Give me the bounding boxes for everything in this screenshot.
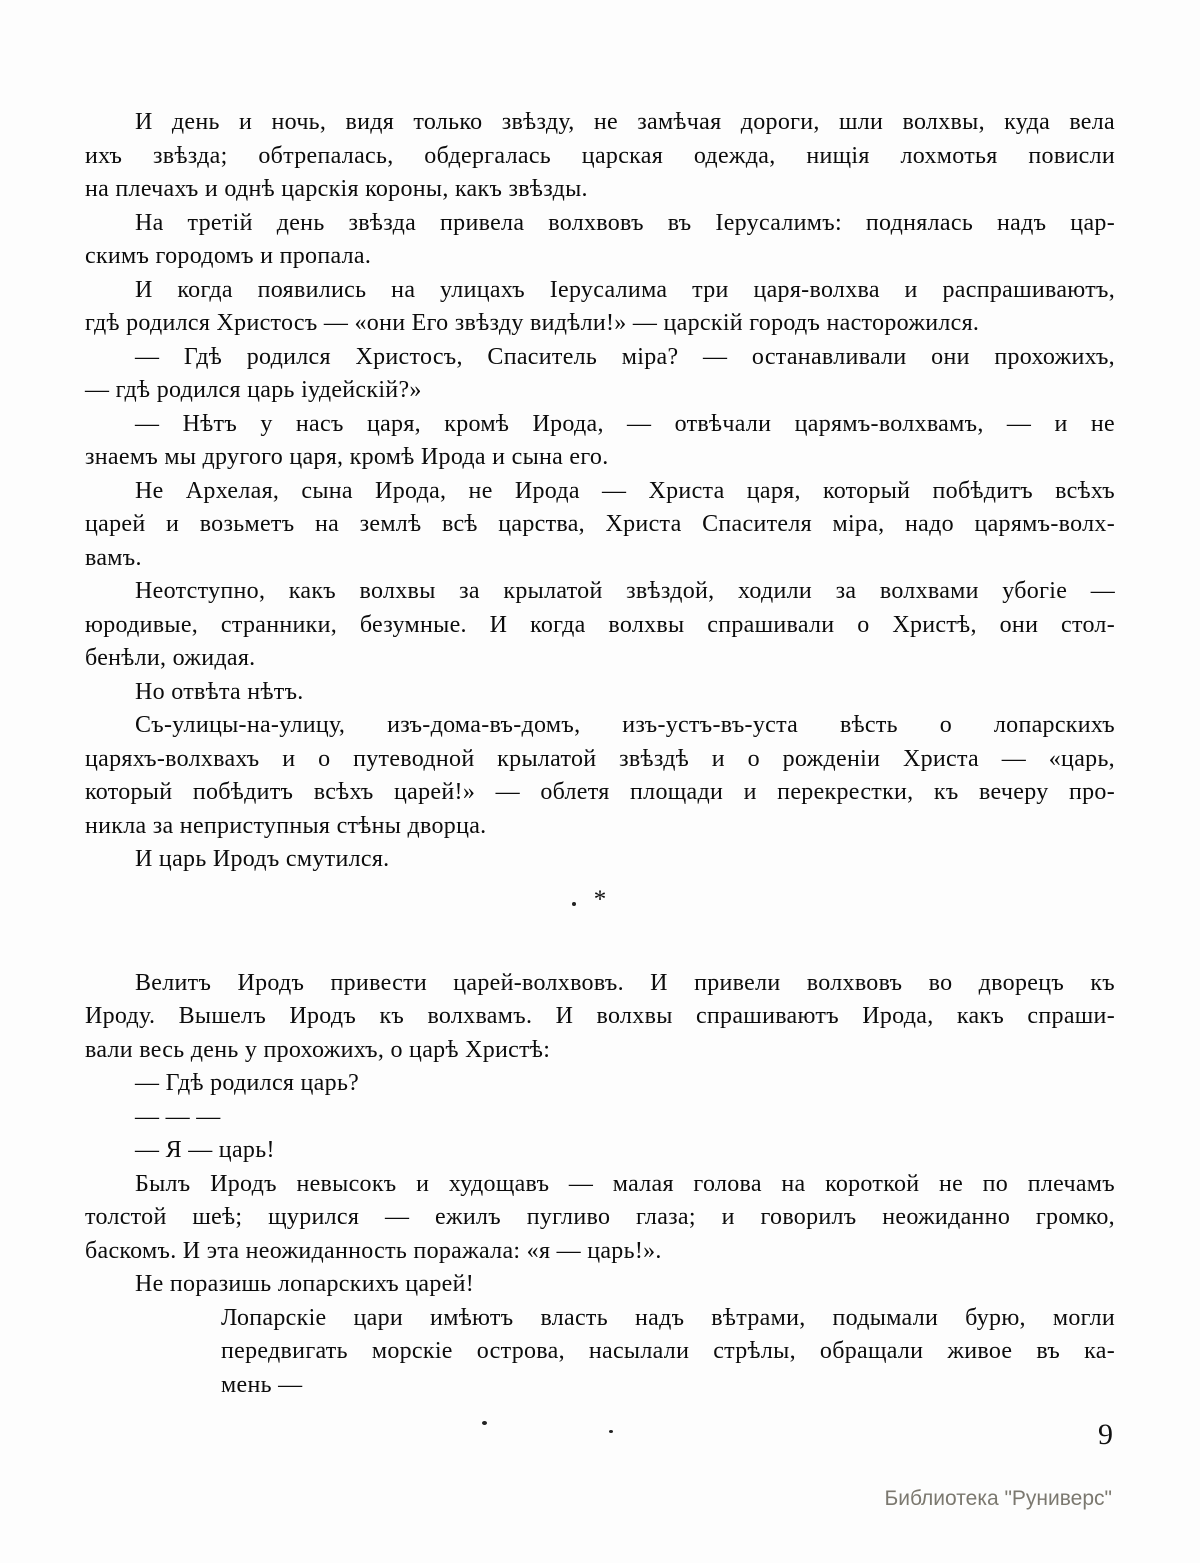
text-line: — — — bbox=[135, 1103, 221, 1130]
paragraph bbox=[85, 408, 1115, 475]
text-block bbox=[85, 106, 1115, 1402]
text-line: Велитъ Иродъ привести царей-волхвовъ. И привели волхвовъ во дворецъ къ bbox=[135, 969, 1115, 996]
text-line: никла за неприступныя стѣны дворца. bbox=[85, 812, 487, 839]
paragraph bbox=[85, 676, 1115, 710]
scan-speck bbox=[482, 1421, 487, 1425]
text-line: На третій день звѣзда привела волхвовъ въ Іерусалимъ: поднялась надъ цар- bbox=[135, 209, 1115, 236]
paragraph bbox=[85, 106, 1115, 207]
quote-paragraph bbox=[221, 1302, 1115, 1403]
text-line: который побѣдитъ всѣхъ царей!» — облетя площади и перекрестки, къ вечеру про- bbox=[85, 779, 1115, 805]
text-line: на плечахъ и однѣ царскія короны, какъ звѣзды. bbox=[85, 176, 588, 202]
text-line: Не поразишь лопарскихъ царей! bbox=[135, 1271, 475, 1297]
text-line: Ироду. Вышелъ Иродъ къ волхвамъ. И волхвы спрашиваютъ Ирода, какъ спраши- bbox=[85, 1003, 1115, 1029]
text-line: вамъ. bbox=[85, 544, 142, 571]
text-line: — Гдѣ родился Христосъ, Спаситель міра? — останавливали они прохожихъ, bbox=[135, 343, 1115, 370]
section-divider bbox=[85, 877, 1115, 967]
paragraph bbox=[85, 1268, 1115, 1302]
divider-asterisk: * bbox=[593, 885, 607, 913]
text-line: юродивые, странники, безумные. И когда волхвы спрашивали о Христѣ, они стол- bbox=[85, 611, 1115, 638]
text-line: И царь Иродъ смутился. bbox=[135, 846, 390, 872]
text-line: Былъ Иродъ невысокъ и худощавъ — малая голова на короткой не по плечамъ bbox=[135, 1170, 1115, 1197]
paragraph bbox=[85, 1168, 1115, 1269]
paragraph bbox=[85, 341, 1115, 408]
page-number: 9 bbox=[1098, 1418, 1113, 1451]
library-watermark: Библиотека "Руниверс" bbox=[884, 1487, 1112, 1510]
paragraph bbox=[85, 967, 1115, 1068]
scan-speck bbox=[572, 902, 576, 906]
text-line: Не Архелая, сына Ирода, не Ирода — Христа царя, который побѣдитъ всѣхъ bbox=[135, 477, 1115, 504]
paragraph bbox=[85, 575, 1115, 676]
text-line: гдѣ родился Христосъ — «они Его звѣзду видѣли!» — царскій городъ насторожился. bbox=[85, 310, 980, 336]
text-line: Лопарскіе цари имѣютъ власть надъ вѣтрами, подымали бурю, могли bbox=[221, 1304, 1115, 1331]
paragraph bbox=[85, 1134, 1115, 1168]
text-line: скимъ городомъ и пропала. bbox=[85, 243, 372, 269]
text-line: — Нѣтъ у насъ царя, кромѣ Ирода, — отвѣчали царямъ-волхвамъ, — и не bbox=[135, 410, 1115, 437]
paragraph bbox=[85, 843, 1115, 877]
paragraph bbox=[85, 1067, 1115, 1101]
paragraph bbox=[85, 475, 1115, 576]
text-line: И день и ночь, видя только звѣзду, не замѣчая дороги, шли волхвы, куда вела bbox=[135, 109, 1115, 135]
paragraph bbox=[85, 207, 1115, 274]
text-line: Съ-улицы-на-улицу, изъ-дома-въ-домъ, изъ-устъ-въ-уста вѣсть о лопарскихъ bbox=[135, 712, 1115, 738]
text-line: Неотступно, какъ волхвы за крылатой звѣздой, ходили за волхвами убогіе — bbox=[135, 578, 1115, 604]
text-line: — гдѣ родился царь іудейскій?» bbox=[85, 377, 422, 403]
text-line: ихъ звѣзда; обтрепалась, обдергалась царская одежда, нищія лохмотья повисли bbox=[85, 142, 1115, 169]
text-line: передвигать морскіе острова, насылали стрѣлы, обращали живое въ ка- bbox=[221, 1338, 1115, 1364]
text-line: знаемъ мы другого царя, кромѣ Ирода и сына его. bbox=[85, 444, 609, 470]
text-line: баскомъ. И эта неожиданность поражала: «я — царь!». bbox=[85, 1237, 662, 1264]
text-line: мень — bbox=[221, 1371, 303, 1398]
text-line: Но отвѣта нѣтъ. bbox=[135, 678, 304, 705]
paragraph bbox=[85, 274, 1115, 341]
scan-speck bbox=[609, 1430, 613, 1433]
text-line: — Я — царь! bbox=[135, 1137, 275, 1163]
text-line: вали весь день у прохожихъ, о царѣ Христѣ: bbox=[85, 1036, 551, 1063]
text-line: И когда появились на улицахъ Іерусалима три царя-волхва и распрашиваютъ, bbox=[135, 276, 1115, 303]
paragraph bbox=[85, 709, 1115, 843]
text-line: бенѣли, ожидая. bbox=[85, 645, 256, 671]
text-line: толстой шеѣ; щурился — ежилъ пугливо глаза; и говорилъ неожиданно громко, bbox=[85, 1204, 1115, 1230]
text-line: царей и возьметъ на землѣ всѣ царства, Христа Спасителя міра, надо царямъ-волх- bbox=[85, 511, 1115, 537]
text-line: царяхъ-волхвахъ и о путеводной крылатой звѣздѣ и о рожденіи Христа — «царь, bbox=[85, 745, 1115, 772]
text-line: — Гдѣ родился царь? bbox=[135, 1070, 360, 1096]
paragraph bbox=[85, 1101, 1115, 1135]
